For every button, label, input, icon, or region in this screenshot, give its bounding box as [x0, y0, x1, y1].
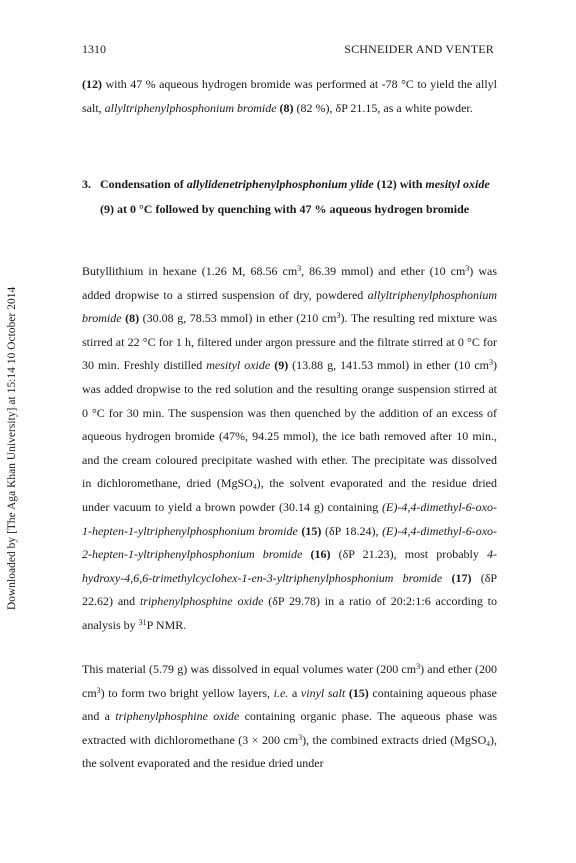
download-watermark: [6, 250, 20, 610]
section-heading: [82, 172, 502, 222]
compound-name: mesityl oxide: [425, 177, 490, 191]
section-title: Condensation of allylidenetriphenylphosphonium ylide (12) with mesityl oxide (9) at 0 °C followed by quenching with 47 % aqueous hydrogen bromide: [100, 177, 490, 216]
paragraph-main: Butyllithium in hexane (1.26 M, 68.56 $cm^3$, 86.39 mmol) and ether (10 $cm^3$) was added dropwise to a stirred suspension of dry, powdered allyltriphenylphosphonium bromide (8) (30.08 g, 78.53 mmol) in ether (210 $cm^3$). The resulting red mixture was stirred at 22 °C for 1 h, filtered under argon pressure and the filtrate stirred at 0 °C for 30 min. Freshly distilled mesityl oxide (9) (13.88 g, 141.53 mmol) in ether (10 $cm^3$) was added dropwise to the red solution and the resulting orange suspension stirred at 0 °C for 30 min. The suspension was then quenched by the addition of an excess of aqueous hydrogen bromide (47%, 94.25 mmol), the ice bath removed after 10 min., and the cream coloured precipitate washed with ether. The precipitate was dissolved in dichloromethane, dried (MgSO$_4$), the solvent evaporated and the residue dried under vacuum to yield a brown powder (30.14 g) containing (E)-4,4-dimethyl-6-oxo-1-hepten-1-yltriphenylphosphonium bromide (15) (δP 18.24), (E)-4,4-dimethyl-6-oxo-2-hepten-1-yltriphenylphosphonium bromide (16) (δP 21.23), most probably 4-hydroxy-4,6,6-trimethylcyclohex-1-en-3-yltriphenylphosphonium bromide (17) (δP 22.62) and triphenylphosphine oxide (δP 29.78) in a ratio of 20:2:1:6 according to analysis by $^{31}$P NMR.: [82, 264, 498, 632]
compound-ref: (17): [451, 570, 472, 585]
compound-ref: (12): [82, 77, 102, 91]
compound-name: (E)-4,4-dimethyl-6-oxo-2-hepten-1-yltriphenylphosphonium bromide: [82, 523, 498, 562]
download-note: Downloaded by [The Aga Khan University] at 15:14 10 October 2014: [6, 286, 18, 610]
running-head: SCHNEIDER AND VENTER: [344, 42, 494, 56]
page-number: 1310: [82, 42, 106, 56]
compound-ref: (9): [274, 358, 289, 373]
compound-name: 4-hydroxy-4,6,6-trimethylcyclohex-1-en-3-yltriphenylphosphonium bromide: [82, 547, 498, 585]
compound-ref: (15): [348, 685, 369, 700]
compound-ref: (8): [125, 311, 140, 326]
text: (82 %), δP 21.15, as a white powder.: [293, 100, 473, 115]
compound-name: allyltriphenylphosphonium bromide: [82, 287, 497, 326]
paragraph-top: [82, 73, 497, 120]
compound-name: (E)-4,4-dimethyl-6-oxo-1-hepten-1-yltriphenylphosphonium bromide: [82, 499, 497, 538]
compound-name: mesityl oxide: [206, 358, 271, 373]
compound-name: vinyl salt: [300, 685, 346, 700]
section-number: 3.: [82, 177, 91, 191]
compound-name: triphenylphosphine oxide: [115, 709, 240, 724]
compound-ref: (16): [310, 547, 331, 562]
compound-name: allyltriphenylphosphonium bromide: [104, 100, 277, 115]
compound-name: allylidenetriphenylphosphonium ylide: [186, 177, 374, 191]
paragraph-last: This material (5.79 g) was dissolved in equal volumes water (200 $cm^3$) and ether (200 $cm^3$) to form two bright yellow layers, i.e. a vinyl salt (15) containing aqueous phase and a triphenylphosphine oxide containing organic phase. The aqueous phase was extracted with dichloromethane (3 × 200 $cm^3$), the combined extracts dried (MgSO$_4$), the solvent evaporated and the residue dried under: [82, 662, 498, 771]
compound-ref: (8): [279, 100, 294, 115]
compound-ref: (15): [301, 523, 322, 538]
text: with 47 % aqueous hydrogen bromide was performed at -78 °C to yield the allyl salt,: [82, 77, 497, 115]
compound-name: triphenylphosphine oxide: [139, 594, 264, 609]
